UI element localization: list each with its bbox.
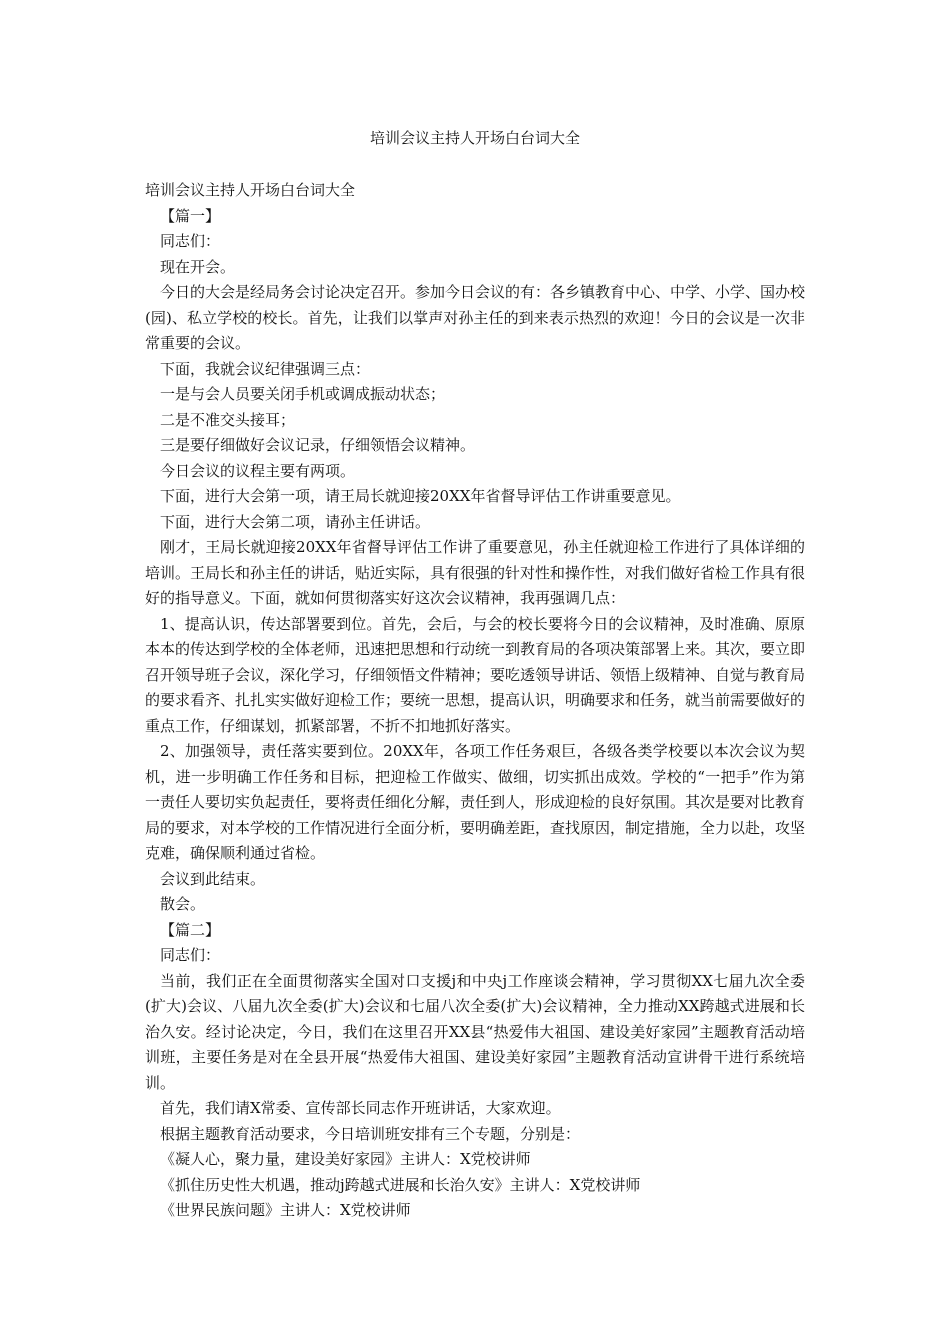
paragraph: 《凝人心，聚力量，建设美好家园》主讲人：X党校讲师	[160, 1150, 531, 1168]
paragraph: 2、加强领导，责任落实要到位。20XX年，各项工作任务艰巨，各级各类学校要以本次会议为契机，进一步明确工作任务和目标，把迎检工作做实、做细，切实抓出成效。学校的“一把手”作为第一责任人要切实负起责任，要将责任细化分解，责任到人，形成迎检的良好氛围。其次是要对比教育局的要求，对本学校的工作情况进行全面分析，要明确差距，查找原因，制定措施，全力以赴，攻坚克难，确保顺利通过省检。	[145, 742, 806, 862]
paragraph: 会议到此结束。	[160, 869, 266, 888]
paragraph: 首先，我们请X常委、宣传部长同志作开班讲话，大家欢迎。	[160, 1099, 561, 1117]
paragraph: 当前，我们正在全面贯彻落实全国对口支援j和中央j工作座谈会精神，学习贯彻XX七届九次全委(扩大)会议、八届九次全委(扩大)会议和七届八次全委(扩大)会议精神，全力推动XX跨越式进展和长治久安。经讨论决定，今日，我们在这里召开XX县“热爱伟大祖国、建设美好家园”主题教育活动培训班，主要任务是对在全县开展“热爱伟大祖国、建设美好家园”主题教育活动宣讲骨干进行系统培训。	[145, 971, 805, 1092]
paragraph: 下面，我就会议纪律强调三点：	[160, 359, 371, 378]
paragraph: 同志们：	[160, 232, 221, 250]
paragraph: 今日的大会是经局务会讨论决定召开。参加今日会议的有：各乡镇教育中心、中学、小学、国办校(园)、私立学校的校长。首先，让我们以掌声对孙主任的到来表示热烈的欢迎！今日的会议是一次非常重要的会议。	[145, 283, 806, 352]
document-body	[145, 178, 805, 1224]
paragraph: 二是不准交头接耳；	[160, 410, 296, 429]
paragraph: 现在开会。	[160, 257, 236, 276]
paragraph: 下面，进行大会第一项，请王局长就迎接20XX年省督导评估工作讲重要意见。	[160, 487, 681, 505]
section-heading: 【篇一】	[160, 206, 221, 225]
document-title: 培训会议主持人开场白台词大全	[369, 129, 580, 147]
paragraph: 散会。	[160, 895, 206, 913]
paragraph: 同志们：	[160, 946, 221, 964]
section-heading: 【篇二】	[160, 920, 221, 939]
paragraph: 下面，进行大会第二项，请孙主任讲话。	[160, 512, 431, 531]
paragraph: 刚才，王局长就迎接20XX年省督导评估工作讲了重要意见，孙主任就迎检工作进行了具体详细的培训。王局长和孙主任的讲话，贴近实际，具有很强的针对性和操作性，对我们做好省检工作具有很好的指导意义。下面，就如何贯彻落实好这次会议精神，我再强调几点：	[145, 538, 806, 607]
paragraph: 《抓住历史性大机遇，推动j跨越式进展和长治久安》主讲人：X党校讲师	[160, 1175, 641, 1194]
paragraph: 一是与会人员要关闭手机或调成振动状态；	[160, 385, 446, 403]
paragraph: 今日会议的议程主要有两项。	[160, 461, 356, 480]
paragraph: 《世界民族问题》主讲人：X党校讲师	[160, 1201, 411, 1219]
paragraph: 根据主题教育活动要求，今日培训班安排有三个专题，分别是：	[160, 1124, 581, 1143]
paragraph: 1、提高认识，传达部署要到位。首先，会后，与会的校长要将今日的会议精神，及时准确、原原本本的传达到学校的全体老师，迅速把思想和行动统一到教育局的各项决策部署上来。其次，要立即召开领导班子会议，深化学习，仔细领悟文件精神；要吃透领导讲话、领悟上级精神、自觉与教育局的要求看齐、扎扎实实做好迎检工作；要统一思想，提高认识，明确要求和任务，就当前需要做好的重点工作，仔细谋划，抓紧部署，不折不扣地抓好落实。	[145, 614, 806, 735]
subtitle: 培训会议主持人开场白台词大全	[145, 181, 356, 199]
paragraph: 三是要仔细做好会议记录，仔细领悟会议精神。	[160, 436, 476, 454]
